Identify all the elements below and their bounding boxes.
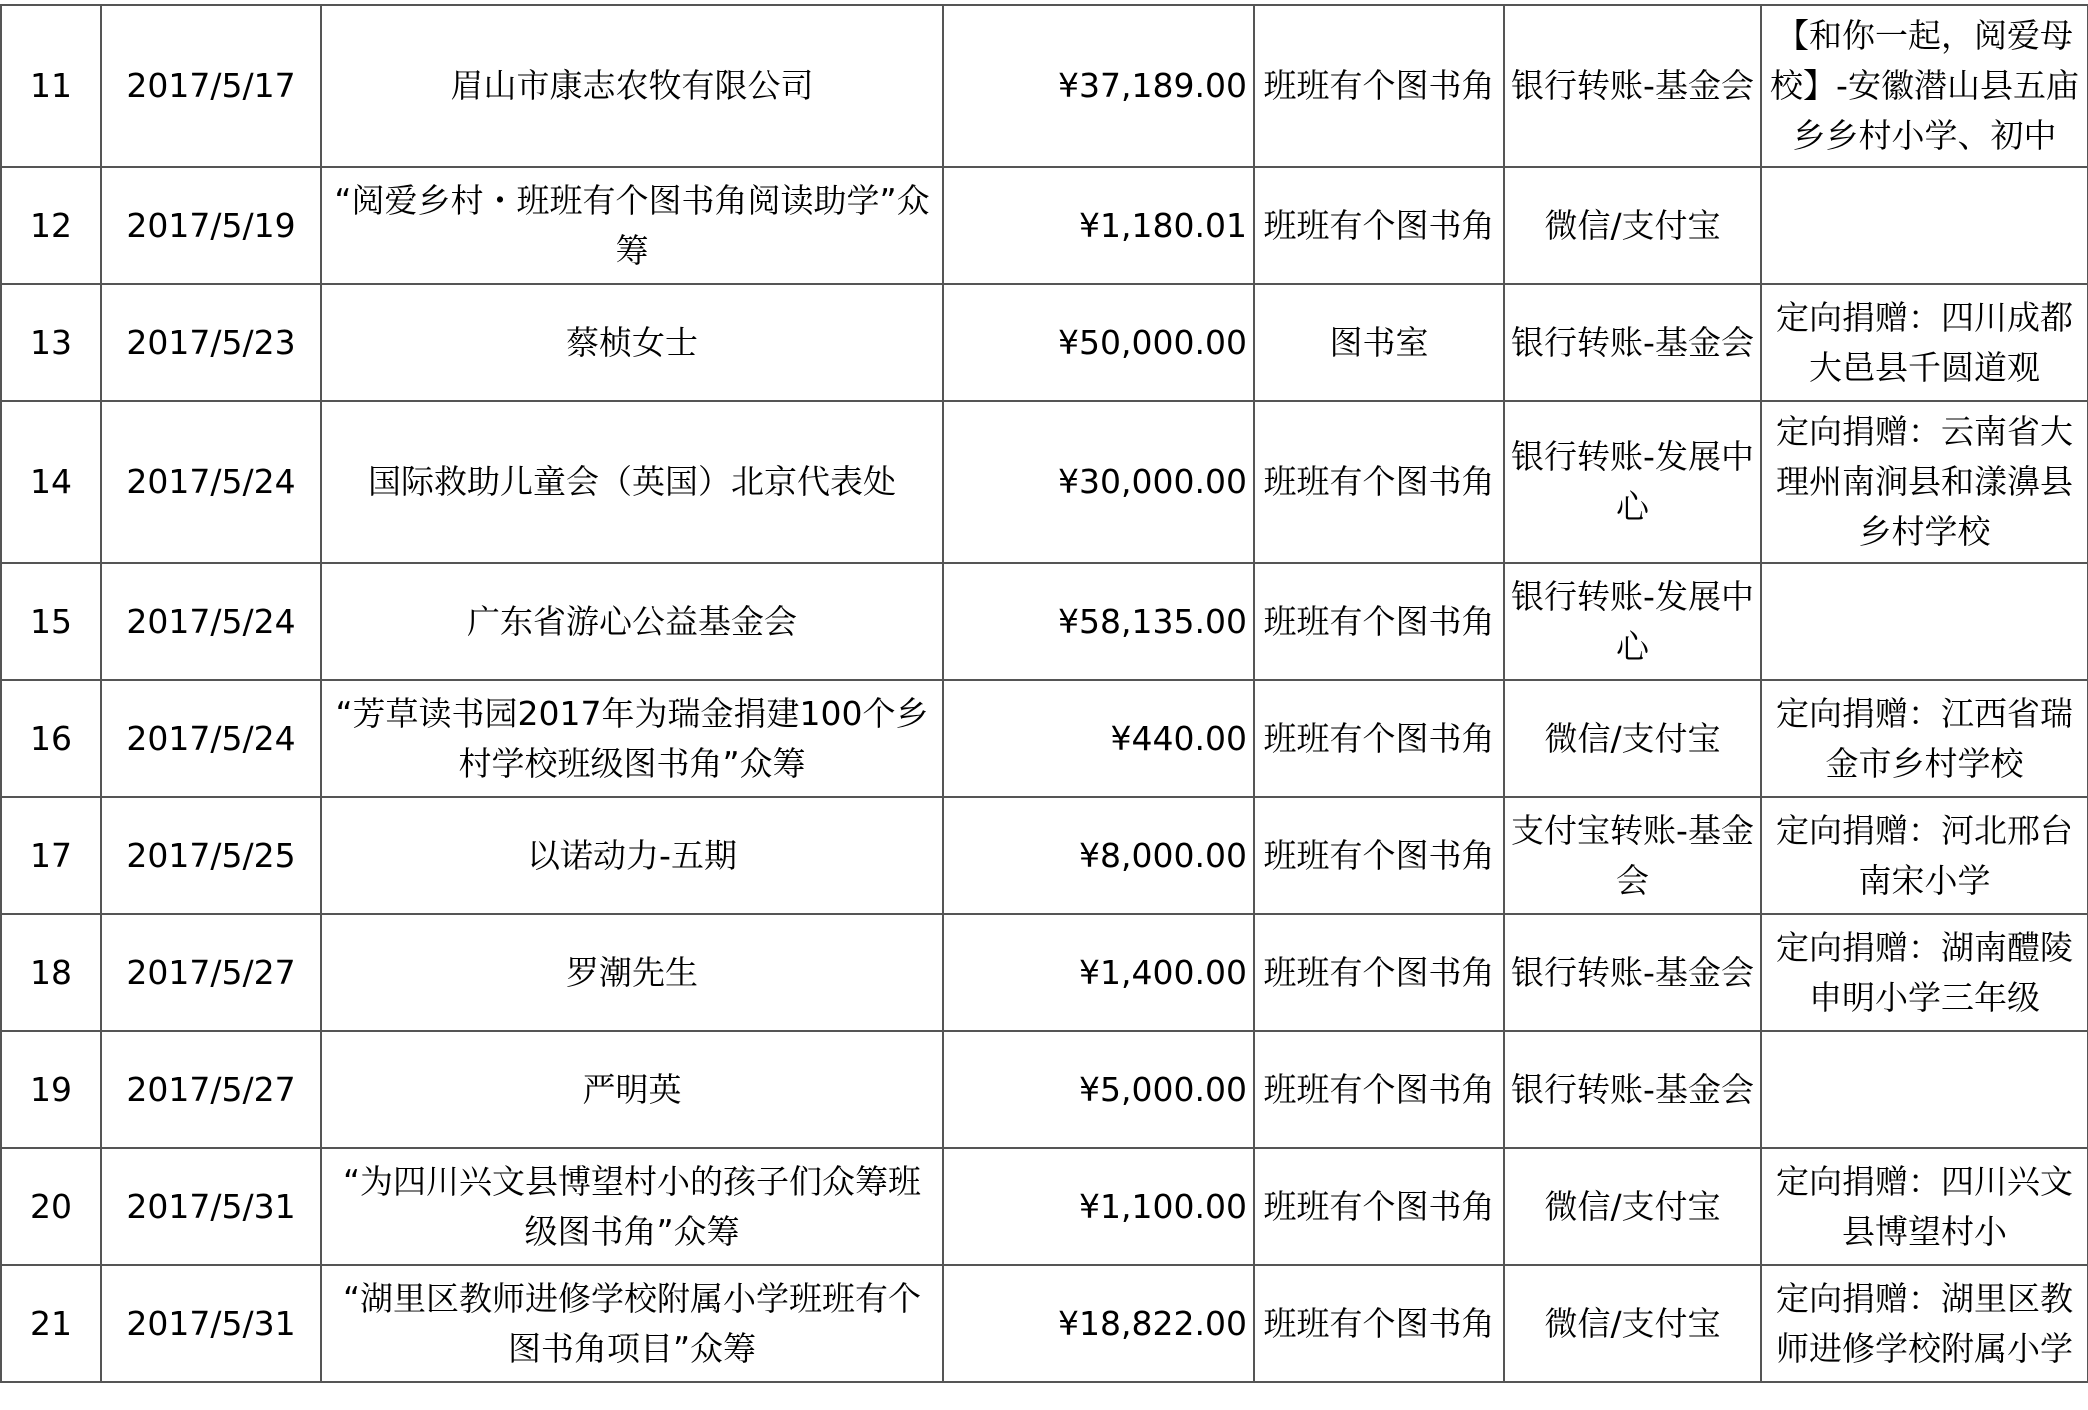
note-cell[interactable]: 定向捐赠：四川兴文县博望村小 [1761,1148,2088,1265]
note-cell[interactable]: 【和你一起，阅爱母校】-安徽潜山县五庙乡乡村小学、初中 [1761,5,2088,167]
amount-cell[interactable]: ¥18,822.00 [943,1265,1254,1382]
note-cell[interactable] [1761,563,2088,680]
channel-cell[interactable]: 支付宝转账-基金会 [1504,797,1761,914]
channel-cell[interactable]: 银行转账-发展中心 [1504,563,1761,680]
project-cell[interactable]: 班班有个图书角 [1254,563,1504,680]
row-number-cell[interactable]: 14 [1,401,101,563]
donor-cell[interactable]: 广东省游心公益基金会 [321,563,943,680]
row-number-cell[interactable]: 17 [1,797,101,914]
row-number-cell[interactable]: 11 [1,5,101,167]
date-cell[interactable]: 2017/5/19 [101,167,321,284]
table-row [1,167,2088,284]
table-row [1,914,2088,1031]
donor-cell[interactable]: 严明英 [321,1031,943,1148]
date-cell[interactable]: 2017/5/27 [101,914,321,1031]
date-cell[interactable]: 2017/5/31 [101,1265,321,1382]
row-number-cell[interactable]: 18 [1,914,101,1031]
date-cell[interactable]: 2017/5/17 [101,5,321,167]
row-number-cell[interactable]: 19 [1,1031,101,1148]
amount-cell[interactable]: ¥50,000.00 [943,284,1254,401]
table-row [1,5,2088,167]
row-number-cell[interactable]: 12 [1,167,101,284]
note-cell[interactable]: 定向捐赠：河北邢台南宋小学 [1761,797,2088,914]
donor-cell[interactable]: “湖里区教师进修学校附属小学班班有个图书角项目”众筹 [321,1265,943,1382]
amount-cell[interactable]: ¥1,100.00 [943,1148,1254,1265]
date-cell[interactable]: 2017/5/24 [101,563,321,680]
table-row [1,1031,2088,1148]
date-cell[interactable]: 2017/5/24 [101,680,321,797]
note-cell[interactable]: 定向捐赠：湖南醴陵申明小学三年级 [1761,914,2088,1031]
channel-cell[interactable]: 微信/支付宝 [1504,167,1761,284]
table-row [1,284,2088,401]
project-cell[interactable]: 班班有个图书角 [1254,401,1504,563]
donor-cell[interactable]: 罗潮先生 [321,914,943,1031]
note-cell[interactable]: 定向捐赠：四川成都大邑县千圆道观 [1761,284,2088,401]
donor-cell[interactable]: “芳草读书园2017年为瑞金捐建100个乡村学校班级图书角”众筹 [321,680,943,797]
amount-cell[interactable]: ¥8,000.00 [943,797,1254,914]
channel-cell[interactable]: 银行转账-发展中心 [1504,401,1761,563]
donation-table [0,4,2088,1383]
note-cell[interactable]: 定向捐赠：江西省瑞金市乡村学校 [1761,680,2088,797]
table-row [1,563,2088,680]
table-row [1,401,2088,563]
row-number-cell[interactable]: 20 [1,1148,101,1265]
project-cell[interactable]: 班班有个图书角 [1254,167,1504,284]
donor-cell[interactable]: 蔡桢女士 [321,284,943,401]
project-cell[interactable]: 班班有个图书角 [1254,680,1504,797]
date-cell[interactable]: 2017/5/27 [101,1031,321,1148]
date-cell[interactable]: 2017/5/25 [101,797,321,914]
row-number-cell[interactable]: 15 [1,563,101,680]
table-row [1,680,2088,797]
channel-cell[interactable]: 微信/支付宝 [1504,1148,1761,1265]
amount-cell[interactable]: ¥30,000.00 [943,401,1254,563]
date-cell[interactable]: 2017/5/31 [101,1148,321,1265]
note-cell[interactable] [1761,167,2088,284]
channel-cell[interactable]: 微信/支付宝 [1504,680,1761,797]
note-cell[interactable] [1761,1031,2088,1148]
donor-cell[interactable]: “阅爱乡村・班班有个图书角阅读助学”众筹 [321,167,943,284]
note-cell[interactable]: 定向捐赠：湖里区教师进修学校附属小学 [1761,1265,2088,1382]
table-row [1,797,2088,914]
channel-cell[interactable]: 银行转账-基金会 [1504,284,1761,401]
amount-cell[interactable]: ¥37,189.00 [943,5,1254,167]
date-cell[interactable]: 2017/5/23 [101,284,321,401]
channel-cell[interactable]: 银行转账-基金会 [1504,5,1761,167]
date-cell[interactable]: 2017/5/24 [101,401,321,563]
donor-cell[interactable]: 眉山市康志农牧有限公司 [321,5,943,167]
donor-cell[interactable]: 国际救助儿童会（英国）北京代表处 [321,401,943,563]
project-cell[interactable]: 班班有个图书角 [1254,1265,1504,1382]
table-row [1,1265,2088,1382]
channel-cell[interactable]: 微信/支付宝 [1504,1265,1761,1382]
amount-cell[interactable]: ¥1,180.01 [943,167,1254,284]
amount-cell[interactable]: ¥1,400.00 [943,914,1254,1031]
donor-cell[interactable]: 以诺动力-五期 [321,797,943,914]
amount-cell[interactable]: ¥440.00 [943,680,1254,797]
row-number-cell[interactable]: 21 [1,1265,101,1382]
project-cell[interactable]: 班班有个图书角 [1254,1031,1504,1148]
channel-cell[interactable]: 银行转账-基金会 [1504,914,1761,1031]
donation-table-body [1,5,2088,1382]
row-number-cell[interactable]: 13 [1,284,101,401]
table-row [1,1148,2088,1265]
project-cell[interactable]: 图书室 [1254,284,1504,401]
amount-cell[interactable]: ¥5,000.00 [943,1031,1254,1148]
project-cell[interactable]: 班班有个图书角 [1254,914,1504,1031]
project-cell[interactable]: 班班有个图书角 [1254,1148,1504,1265]
donor-cell[interactable]: “为四川兴文县博望村小的孩子们众筹班级图书角”众筹 [321,1148,943,1265]
channel-cell[interactable]: 银行转账-基金会 [1504,1031,1761,1148]
project-cell[interactable]: 班班有个图书角 [1254,5,1504,167]
note-cell[interactable]: 定向捐赠：云南省大理州南涧县和漾濞县乡村学校 [1761,401,2088,563]
project-cell[interactable]: 班班有个图书角 [1254,797,1504,914]
row-number-cell[interactable]: 16 [1,680,101,797]
amount-cell[interactable]: ¥58,135.00 [943,563,1254,680]
